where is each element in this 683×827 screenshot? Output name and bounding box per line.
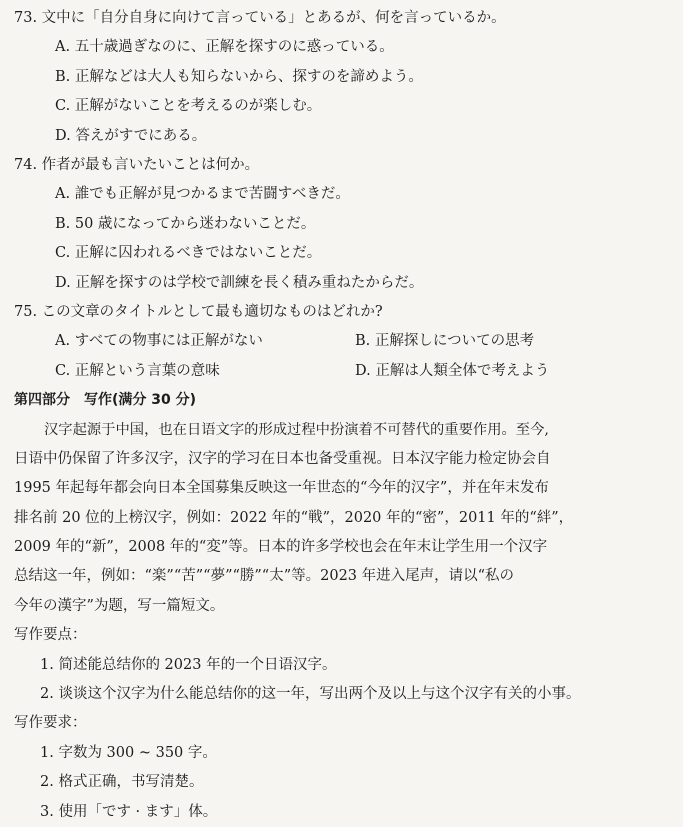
writing-requirement: 3. 使用「です · ます」体。 [40,803,218,820]
writing-requirement: 2. 格式正确，书写清楚。 [40,774,204,791]
option-row [14,357,669,386]
question-74 [14,151,669,298]
option-a: A. 五十歳過ぎなのに、正解を探すのに惑っている。 [55,39,394,56]
question-73 [14,4,669,151]
option-a: A. すべての物事には正解がない [55,333,263,350]
section-title: 第四部分 写作(满分 30 分) [14,392,197,409]
prompt-paragraph [14,416,669,621]
option-c: C. 正解に囚われるべきではないことだ。 [55,245,322,262]
option-b: B. 50 歳になってから迷わないことだ。 [55,215,316,232]
paragraph-line: 今年の漢字”为题，写一篇短文。 [14,597,225,614]
option-d: D. 答えがすでにある。 [55,127,207,144]
writing-requirement: 1. 字数为 300 ~ 350 字。 [40,744,217,761]
option-b: B. 正解などは大人も知らないから、探すのを諦めよう。 [55,68,423,85]
paragraph-line: 总结这一年，例如：“楽”“苦”“夢”“勝”“太”等。2023 年进入尾声，请以“私の [14,568,515,585]
requirements-title: 写作要求： [14,715,87,732]
question-stem: 73. 文中に「自分自身に向けて言っている」とあるが、何を言っているか。 [14,10,506,26]
writing-section [14,386,669,827]
paragraph-line: 汉字起源于中国，也在日语文字的形成过程中扮演着不可替代的重要作用。至今, [44,421,549,438]
option-d: D. 正解は人類全体で考えよう [355,362,550,379]
paragraph-line: 1995 年起每年都会向日本全国募集反映这一年世态的“今年的汉字”，并在年末发布 [14,480,549,497]
paragraph-line: 排名前 20 位的上榜汉字，例如：2022 年的“戦”，2020 年的“密”，2011 年的“絆”， [14,509,574,526]
paragraph-line: 2009 年的“新”，2008 年的“変”等。日本的许多学校也会在年末让学生用一个汉字 [14,538,548,555]
option-b: B. 正解探しについての思考 [355,333,535,350]
option-c: C. 正解という言葉の意味 [55,362,220,379]
option-a: A. 誰でも正解が見つかるまで苦闘すべきだ。 [55,186,350,203]
question-stem: 75. この文章のタイトルとして最も適切なものはどれか? [14,304,383,321]
question-stem: 74. 作者が最も言いたいことは何か。 [14,157,260,174]
option-c: C. 正解がないことを考えるのが楽しむ。 [55,98,322,115]
question-75 [14,298,669,386]
writing-point: 2. 谈谈这个汉字为什么能总结你的这一年，写出两个及以上与这个汉字有关的小事。 [40,685,581,702]
option-row [14,327,669,356]
writing-point: 1. 简述能总结你的 2023 年的一个日语汉字。 [40,656,337,673]
option-d: D. 正解を探すのは学校で訓練を長く積み重ねたからだ。 [55,274,424,291]
points-title: 写作要点： [14,627,87,644]
paragraph-line: 日语中仍保留了许多汉字，汉字的学习在日本也备受重视。日本汉字能力检定协会自 [14,450,551,467]
